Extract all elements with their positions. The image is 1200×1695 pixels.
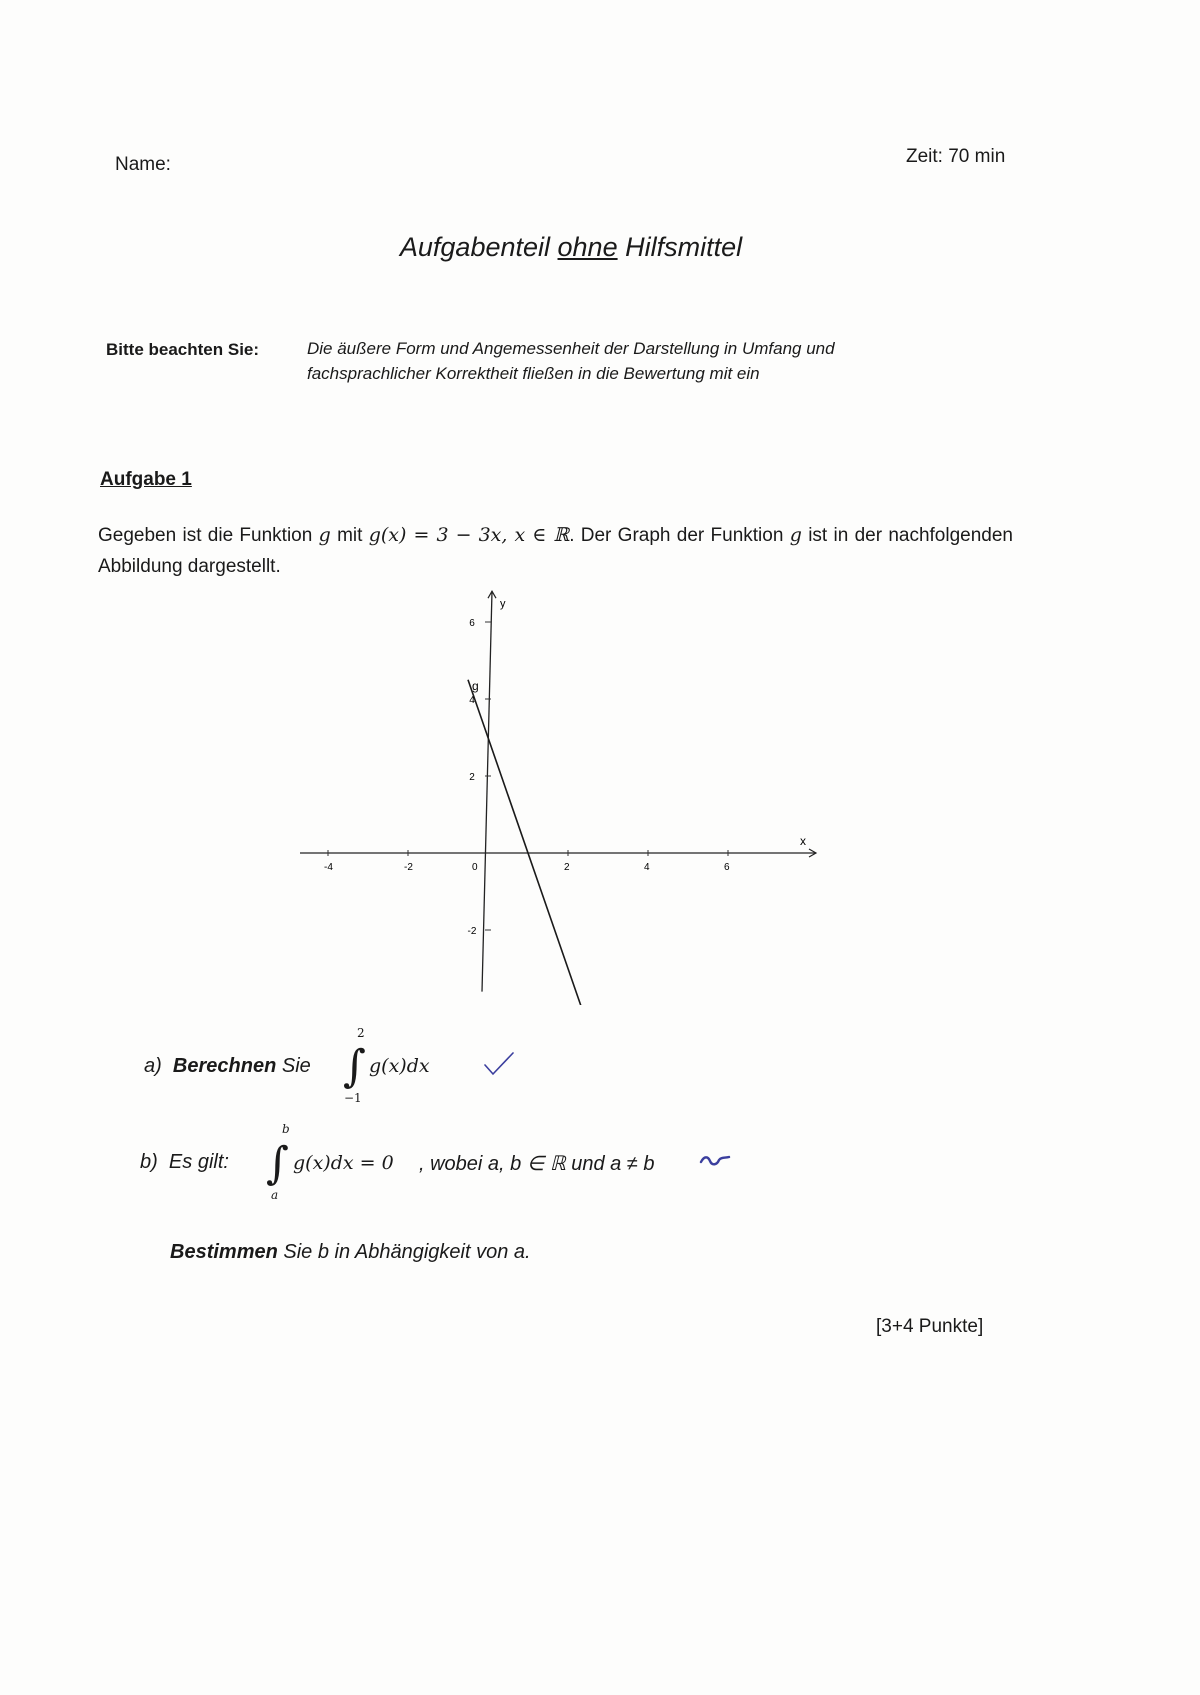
part-b-instruction-bold: Bestimmen — [170, 1241, 278, 1263]
part-a-upper-limit: 2 — [357, 1026, 365, 1040]
part-a-integrand: g(x)dx — [369, 1055, 430, 1077]
part-b-instruction-rest: Sie b in Abhängigkeit von a. — [277, 1241, 531, 1263]
intro-part-4: ist in der nachfolgenden Abbildung dargestellt. — [98, 525, 1014, 577]
x-tick-label: 4 — [644, 862, 650, 873]
part-a-text — [144, 1055, 311, 1078]
part-b-text — [140, 1151, 229, 1174]
part-a-rest: Sie — [276, 1055, 311, 1077]
series-label-g: g — [472, 678, 479, 693]
points-label: [3+4 Punkte] — [876, 1316, 984, 1337]
time-label: Zeit: 70 min — [906, 146, 1006, 167]
intro-g-2: g — [789, 524, 802, 546]
x-tick-label: -2 — [404, 862, 413, 873]
x-tick-label: 6 — [724, 862, 730, 873]
y-tick-label: 4 — [469, 695, 475, 706]
function-graph — [290, 585, 820, 1005]
part-a-lower-limit: −1 — [344, 1091, 362, 1105]
part-b-instruction — [170, 1241, 531, 1264]
x-tick-label: -4 — [324, 862, 333, 873]
integral-sign-a: ∫ — [343, 1041, 366, 1092]
part-b-lower-limit: a — [271, 1188, 279, 1202]
page-title — [0, 232, 1142, 263]
wavy-mark-icon — [698, 1152, 732, 1170]
intro-part-2: mit — [330, 525, 369, 546]
title-underlined: ohne — [557, 232, 618, 262]
part-b-upper-limit: b — [282, 1122, 290, 1136]
intro-g-1: g — [318, 524, 331, 546]
intro-formula: g(x) = 3 − 3x, x ∈ ℝ — [368, 524, 570, 546]
y-axis-label: y — [500, 598, 506, 611]
note-label: Bitte beachten Sie: — [106, 340, 260, 359]
part-b-label: b) — [140, 1151, 158, 1173]
part-b-integrand: g(x)dx = 0 — [293, 1152, 394, 1174]
task-heading: Aufgabe 1 — [100, 469, 192, 490]
x-axis-label: x — [800, 834, 806, 848]
part-a-label: a) — [144, 1055, 162, 1077]
y-axis — [482, 591, 492, 991]
title-suffix: Hilfsmittel — [617, 232, 743, 262]
intro-part-3: . Der Graph der Funktion — [569, 525, 790, 546]
note-line-2: fachsprachlicher Korrektheit fließen in die Bewertung mit ein — [307, 364, 760, 383]
intro-part-1: Gegeben ist die Funktion — [98, 525, 319, 546]
title-prefix: Aufgabenteil — [399, 232, 558, 262]
part-b-es-gilt: Es gilt: — [168, 1151, 229, 1173]
x-tick-label: 2 — [564, 862, 570, 873]
integral-sign-b: ∫ — [266, 1138, 289, 1189]
part-b-condition: , wobei a, b ∈ ℝ und a ≠ b — [419, 1153, 655, 1175]
y-tick-label: 6 — [469, 618, 475, 629]
y-tick-label: -2 — [467, 926, 477, 937]
checkmark-icon — [482, 1050, 516, 1078]
task-intro — [98, 520, 1013, 582]
y-tick-label: 2 — [469, 772, 475, 783]
name-label: Name: — [115, 154, 171, 175]
x-tick-label: 0 — [472, 862, 478, 873]
note-line-1: Die äußere Form und Angemessenheit der Darstellung in Umfang und — [307, 339, 835, 358]
part-a-bold: Berechnen — [172, 1055, 277, 1077]
note-text — [307, 336, 927, 386]
